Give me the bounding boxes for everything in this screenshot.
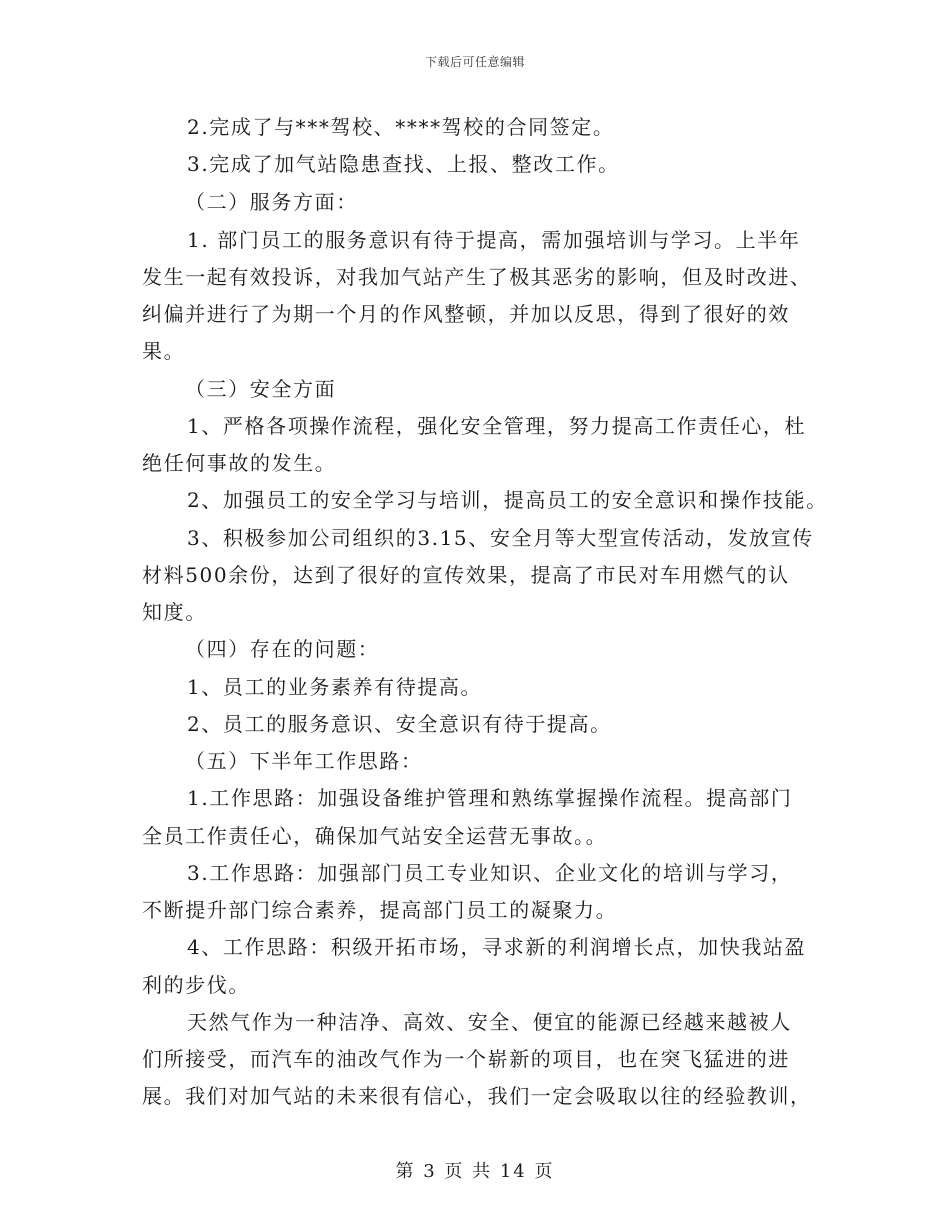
section-heading: （二）服务方面： — [185, 190, 358, 214]
paragraph-line: 1、严格各项操作流程，强化安全管理，努力提高工作责任心，杜 — [187, 414, 807, 438]
paragraph-line: 们所接受，而汽车的油改气作为一个崭新的项目，也在突飞猛进的进 — [142, 1047, 790, 1071]
paragraph-line: 纠偏并进行了为期一个月的作风整顿，并加以反思，得到了很好的效 — [142, 302, 790, 326]
paragraph-line: 3.完成了加气站隐患查找、上报、整改工作。 — [187, 152, 620, 176]
paragraph-line: 2.完成了与***驾校、****驾校的合同签定。 — [187, 115, 615, 139]
paragraph-line: 1.工作思路：加强设备维护管理和熟练掌握操作流程。提高部门 — [187, 786, 793, 810]
paragraph-line: 材料500余份，达到了很好的宣传效果，提高了市民对车用燃气的认 — [142, 563, 790, 587]
paragraph-line: 发生一起有效投诉，对我加气站产生了极其恶劣的影响，但及时改进、 — [142, 265, 812, 289]
paragraph-line: 2、加强员工的安全学习与培训，提高员工的安全意识和操作技能。 — [187, 488, 828, 512]
paragraph-line: 展。我们对加气站的未来很有信心，我们一定会吸取以往的经验教训， — [142, 1084, 812, 1108]
paragraph-line: 果。 — [142, 339, 186, 363]
paragraph-line: 绝任何事故的发生。 — [142, 451, 337, 475]
paragraph-line: 4、工作思路：积级开拓市场，寻求新的利润增长点，加快我站盈 — [187, 935, 807, 959]
paragraph-line: 1、员工的业务素养有待提高。 — [187, 675, 483, 699]
paragraph-line: 3、积极参加公司组织的3.15、安全月等大型宣传活动，发放宣传 — [187, 526, 814, 550]
paragraph-line: 利的步伐。 — [142, 973, 250, 997]
section-heading: （三）安全方面 — [185, 377, 337, 401]
paragraph-line: 天然气作为一种洁净、高效、安全、便宜的能源已经越来越被人 — [187, 1010, 792, 1034]
paragraph-line: 3.工作思路：加强部门员工专业知识、企业文化的培训与学习， — [187, 861, 793, 885]
paragraph-line: 知度。 — [142, 600, 207, 624]
section-heading: （五）下半年工作思路： — [185, 749, 423, 773]
paragraph-line: 2、员工的服务意识、安全意识有待于提高。 — [187, 712, 612, 736]
paragraph-line: 1. 部门员工的服务意识有待于提高，需加强培训与学习。上半年 — [187, 228, 801, 252]
paragraph-line: 不断提升部门综合素养，提高部门员工的凝聚力。 — [142, 898, 618, 922]
page-header: 下载后可任意编辑 — [424, 55, 525, 69]
paragraph-line: 全员工作责任心，确保加气站安全运营无事故。。 — [142, 824, 608, 848]
page-number-footer: 第 3 页 共 14 页 — [395, 1161, 555, 1182]
section-heading: （四）存在的问题： — [185, 637, 380, 661]
